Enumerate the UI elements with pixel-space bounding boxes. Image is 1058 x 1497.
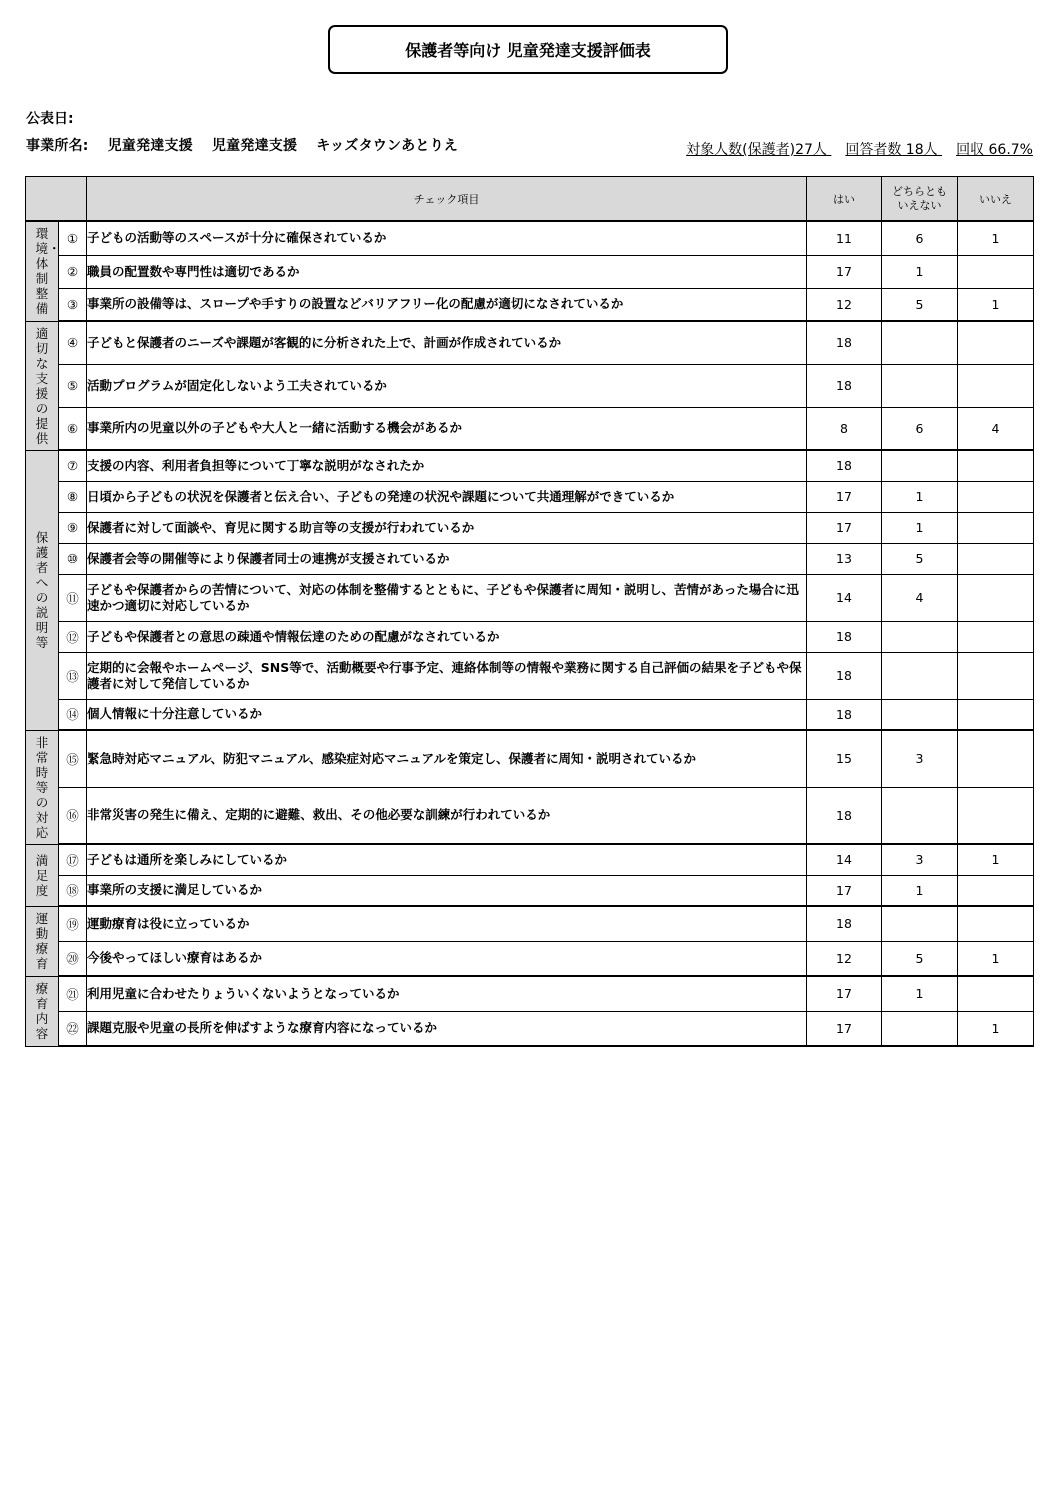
no-count: 4 [958,407,1034,450]
document-title [328,25,728,74]
yes-count: 14 [807,574,882,621]
header-yes: はい [807,177,882,222]
table-row [26,699,1034,730]
table-row [26,844,1034,875]
no-count [958,621,1034,652]
neither-count: 5 [882,288,958,321]
category-cell [26,844,59,906]
recovery-rate: 回収 66.7% [956,142,1033,158]
category-label: 運動療育 [35,911,49,971]
item-text: 子どもは通所を楽しみにしているか [87,844,807,875]
no-count [958,730,1034,787]
table-row [26,364,1034,407]
office-label: 事業所名: [26,138,89,154]
category-label: 満足度 [35,852,49,898]
header-no: いいえ [958,177,1034,222]
item-text: 職員の配置数や専門性は適切であるか [87,255,807,288]
item-number: ⑥ [59,407,87,450]
category-label: 保護者への説明等 [35,530,49,650]
table-row [26,906,1034,941]
item-number: ③ [59,288,87,321]
header-item: チェック項目 [87,177,807,222]
yes-count: 11 [807,221,882,255]
no-count [958,976,1034,1011]
no-count [958,450,1034,481]
yes-count: 18 [807,321,882,364]
table-row [26,621,1034,652]
header-blank [26,177,87,222]
yes-count: 15 [807,730,882,787]
neither-count [882,450,958,481]
publication-date-label: 公表日: [26,111,74,127]
neither-count: 5 [882,543,958,574]
no-count [958,699,1034,730]
category-cell [26,906,59,976]
no-count [958,321,1034,364]
neither-count: 1 [882,255,958,288]
table-row [26,512,1034,543]
item-number: ⑤ [59,364,87,407]
office-part-3: キッズタウンあとりえ [316,138,458,154]
neither-count [882,652,958,699]
item-text: 子どもと保護者のニーズや課題が客観的に分析された上で、計画が作成されているか [87,321,807,364]
table-body [26,221,1034,1046]
yes-count: 14 [807,844,882,875]
evaluation-table [25,176,1034,1047]
item-text: 事業所内の児童以外の子どもや大人と一緒に活動する機会があるか [87,407,807,450]
neither-count [882,906,958,941]
header-neither: どちらとも いえない [882,177,958,222]
item-text: 利用児童に合わせたりょういくないようとなっているか [87,976,807,1011]
yes-count: 18 [807,699,882,730]
table-row [26,543,1034,574]
item-number: ㉒ [59,1011,87,1046]
item-number: ⑪ [59,574,87,621]
item-number: ⑱ [59,875,87,906]
yes-count: 18 [807,906,882,941]
item-text: 保護者会等の開催等により保護者同士の連携が支援されているか [87,543,807,574]
yes-count: 17 [807,875,882,906]
table-row [26,730,1034,787]
item-text: 非常災害の発生に備え、定期的に避難、救出、その他必要な訓練が行われているか [87,787,807,844]
item-text: 活動プログラムが固定化しないよう工夫されているか [87,364,807,407]
item-text: 個人情報に十分注意しているか [87,699,807,730]
yes-count: 18 [807,621,882,652]
category-label: 適切な支援の提供 [35,325,49,446]
neither-count [882,699,958,730]
item-text: 日頃から子どもの状況を保護者と伝え合い、子どもの発達の状況や課題について共通理解ができているか [87,481,807,512]
item-number: ⑧ [59,481,87,512]
office-part-2: 児童発達支援 [211,138,298,154]
title-text: 保護者等向け 児童発達支援評価表 [405,41,651,60]
category-cell [26,730,59,844]
no-count: 1 [958,288,1034,321]
item-number: ㉑ [59,976,87,1011]
no-count [958,512,1034,543]
yes-count: 18 [807,450,882,481]
yes-count: 17 [807,512,882,543]
item-number: ⑰ [59,844,87,875]
yes-count: 18 [807,364,882,407]
item-text: 緊急時対応マニュアル、防犯マニュアル、感染症対応マニュアルを策定し、保護者に周知・説明されているか [87,730,807,787]
item-text: 運動療育は役に立っているか [87,906,807,941]
item-number: ⑮ [59,730,87,787]
item-number: ⑲ [59,906,87,941]
office-part-1: 児童発達支援 [107,138,193,154]
item-number: ⑬ [59,652,87,699]
table-row [26,875,1034,906]
category-cell [26,976,59,1046]
table-row [26,1011,1034,1046]
no-count [958,787,1034,844]
neither-count: 1 [882,976,958,1011]
table-row [26,450,1034,481]
neither-count: 1 [882,481,958,512]
response-stats [672,139,1033,159]
item-number: ② [59,255,87,288]
yes-count: 17 [807,481,882,512]
neither-count: 5 [882,941,958,976]
neither-count: 4 [882,574,958,621]
no-count: 1 [958,844,1034,875]
category-label: 療育内容 [35,981,49,1041]
item-text: 今後やってほしい療育はあるか [87,941,807,976]
yes-count: 17 [807,255,882,288]
item-text: 子どもの活動等のスペースが十分に確保されているか [87,221,807,255]
respondent-count: 回答者数 18人 [845,142,938,158]
table-row [26,652,1034,699]
neither-count: 3 [882,730,958,787]
yes-count: 17 [807,976,882,1011]
category-cell [26,221,59,321]
yes-count: 18 [807,652,882,699]
item-number: ⑫ [59,621,87,652]
no-count [958,652,1034,699]
no-count [958,574,1034,621]
office-name [26,135,472,155]
neither-count: 6 [882,407,958,450]
table-row [26,407,1034,450]
item-number: ⑩ [59,543,87,574]
no-count [958,906,1034,941]
no-count: 1 [958,221,1034,255]
item-number: ⑨ [59,512,87,543]
table-row [26,321,1034,364]
no-count [958,364,1034,407]
neither-count: 6 [882,221,958,255]
neither-count [882,1011,958,1046]
item-text: 支援の内容、利用者負担等について丁寧な説明がなされたか [87,450,807,481]
no-count [958,543,1034,574]
table-row [26,221,1034,255]
neither-count [882,364,958,407]
target-count: 対象人数(保護者)27人 [686,142,827,158]
yes-count: 13 [807,543,882,574]
no-count [958,481,1034,512]
neither-count: 1 [882,512,958,543]
no-count: 1 [958,941,1034,976]
item-text: 子どもや保護者との意思の疎通や情報伝達のための配慮がなされているか [87,621,807,652]
table-row [26,481,1034,512]
item-number: ④ [59,321,87,364]
neither-count: 3 [882,844,958,875]
table-row [26,976,1034,1011]
table-row [26,255,1034,288]
item-number: ⑳ [59,941,87,976]
item-text: 事業所の設備等は、スロープや手すりの設置などバリアフリー化の配慮が適切になされているか [87,288,807,321]
item-text: 事業所の支援に満足しているか [87,875,807,906]
no-count: 1 [958,1011,1034,1046]
table-row [26,941,1034,976]
neither-count: 1 [882,875,958,906]
neither-count [882,321,958,364]
no-count [958,255,1034,288]
neither-count [882,787,958,844]
yes-count: 12 [807,288,882,321]
yes-count: 12 [807,941,882,976]
item-text: 保護者に対して面談や、育児に関する助言等の支援が行われているか [87,512,807,543]
table-row [26,574,1034,621]
category-cell [26,321,59,450]
yes-count: 18 [807,787,882,844]
category-label: 非常時等の対応 [35,734,49,840]
table-row [26,787,1034,844]
item-number: ⑭ [59,699,87,730]
category-cell [26,450,59,730]
no-count [958,875,1034,906]
item-text: 課題克服や児童の長所を伸ばすような療育内容になっているか [87,1011,807,1046]
yes-count: 17 [807,1011,882,1046]
item-text: 子どもや保護者からの苦情について、対応の体制を整備するとともに、子どもや保護者に周知・説明し、苦情があった場合に迅速かつ適切に対応しているか [87,574,807,621]
neither-count [882,621,958,652]
table-header-row [26,177,1034,222]
yes-count: 8 [807,407,882,450]
item-text: 定期的に会報やホームページ、SNS等で、活動概要や行事予定、連絡体制等の情報や業務に関する自己評価の結果を子どもや保護者に対して発信しているか [87,652,807,699]
item-number: ⑦ [59,450,87,481]
table-row [26,288,1034,321]
item-number: ⑯ [59,787,87,844]
category-label: 環境・体制整備 [35,226,61,317]
item-number: ① [59,221,87,255]
